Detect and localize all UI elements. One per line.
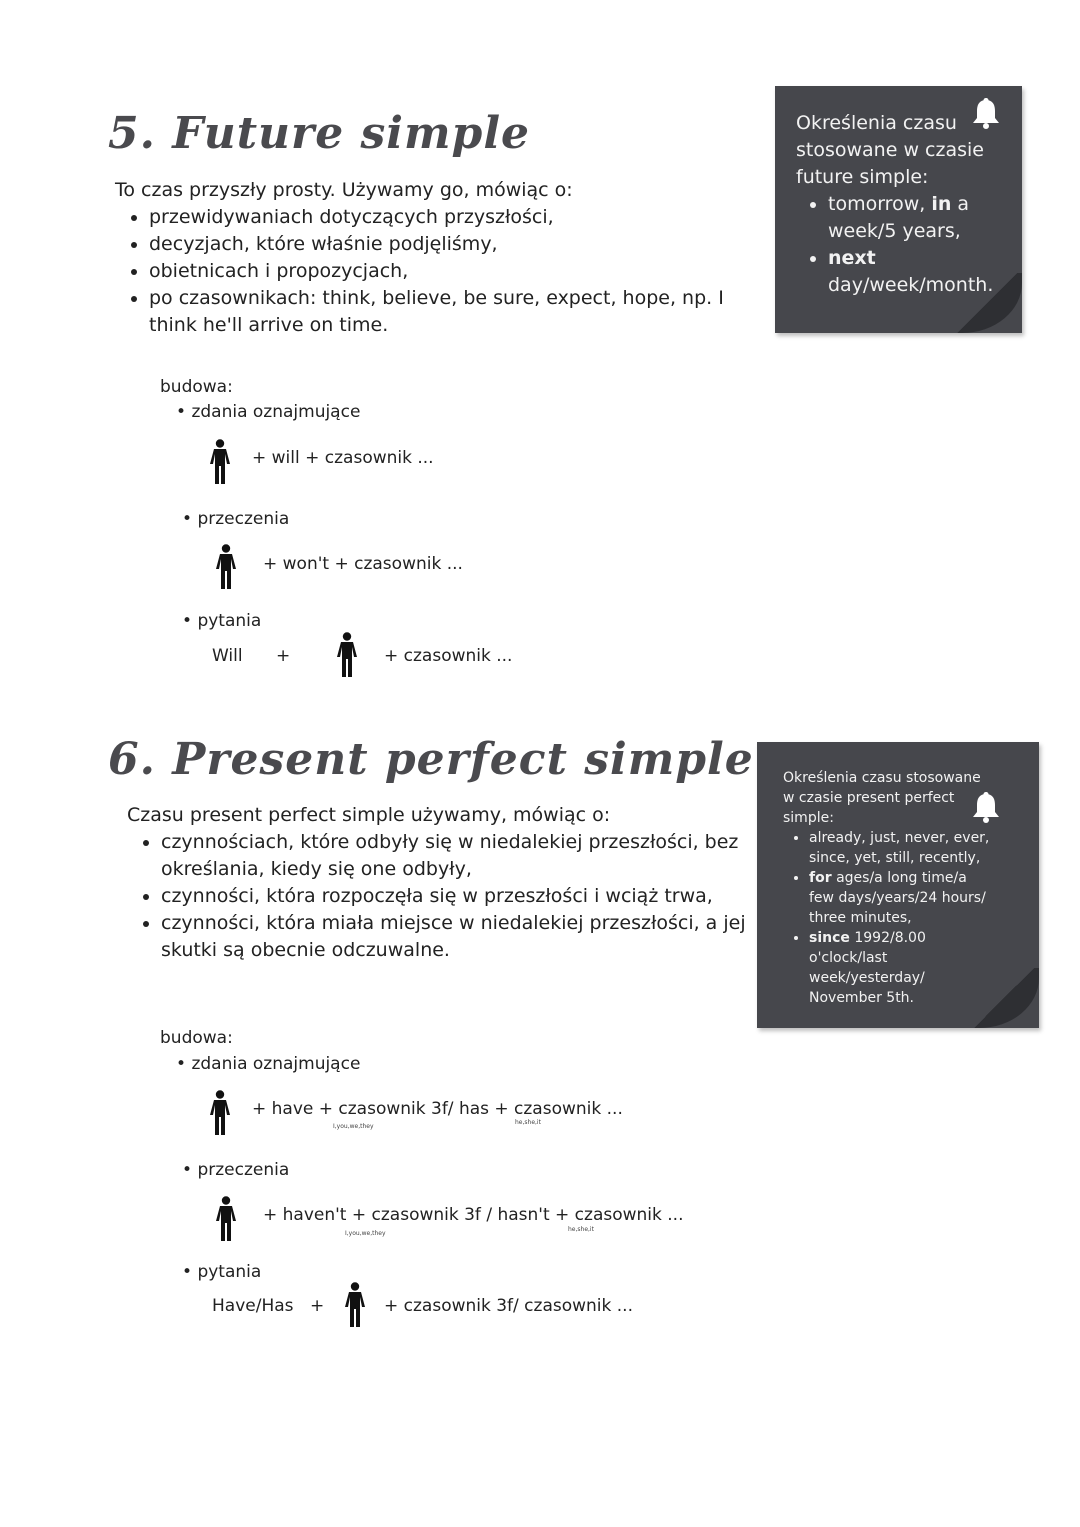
list-item: • czynności, która miała miejsce w niedalekiej przeszłości, a jej skutki są obecnie odczuwalne. (161, 910, 776, 964)
person-icon (209, 439, 231, 485)
question-label: • pytania (182, 611, 262, 631)
subscript: he,she,it (515, 1119, 541, 1126)
list-item: • decyzjach, które właśnie podjęliśmy, (149, 231, 749, 258)
affirmative-label: • zdania oznajmujące (176, 402, 361, 422)
affirmative-formula: + have + czasownik 3f/ has + czasownik ... (252, 1099, 623, 1119)
budowa-label: budowa: (160, 1028, 233, 1048)
list-item: • obietnicach i propozycjach, (149, 258, 749, 285)
negative-formula: + haven't + czasownik 3f / hasn't + czasownik ... (263, 1205, 684, 1225)
sticky-note-present-perfect (757, 742, 1039, 1028)
question-formula: + czasownik 3f/ czasownik ... (384, 1296, 633, 1316)
list-item: • for ages/a long time/a few days/years/24 hours/ three minutes, (809, 868, 993, 928)
plus-sign: + (310, 1296, 325, 1316)
person-icon (215, 544, 237, 590)
question-word: Will (212, 646, 243, 666)
list-item: • czynności, która rozpoczęła się w przeszłości i wciąż trwa, (161, 883, 776, 910)
section-5-intro: To czas przyszły prosty. Używamy go, mówiąc o: (115, 179, 573, 201)
note-heading: Określenia czasu stosowane w czasie present perfect simple: (783, 770, 981, 826)
person-icon (336, 632, 358, 678)
section-5-title: 5. Future simple (108, 108, 531, 159)
affirmative-formula: + will + czasownik ... (252, 448, 434, 468)
subscript: I,you,we,they (333, 1123, 374, 1130)
person-icon (344, 1282, 366, 1328)
list-item: • po czasownikach: think, believe, be sure, expect, hope, np. I think he'll arrive on time. (149, 285, 749, 339)
person-icon (209, 1090, 231, 1136)
person-icon (215, 1196, 237, 1242)
section-5-bullets (115, 204, 749, 339)
section-6-title: 6. Present perfect simple (108, 734, 754, 785)
question-formula: + czasownik ... (384, 646, 513, 666)
subscript: he,she,it (568, 1226, 594, 1233)
negative-formula: + won't + czasownik ... (263, 554, 463, 574)
list-item: • since 1992/8.00 o'clock/last week/yesterday/ November 5th. (809, 928, 993, 1008)
list-item: • next day/week/month. (828, 245, 1006, 299)
question-word: Have/Has (212, 1296, 294, 1316)
section-6-bullets (127, 829, 776, 964)
section-6-intro: Czasu present perfect simple używamy, mówiąc o: (127, 804, 611, 826)
question-label: • pytania (182, 1262, 262, 1282)
list-item: • tomorrow, in a week/5 years, (828, 191, 1006, 245)
negative-label: • przeczenia (182, 509, 290, 529)
negative-label: • przeczenia (182, 1160, 290, 1180)
budowa-label: budowa: (160, 377, 233, 397)
list-item: • already, just, never, ever, since, yet, still, recently, (809, 828, 993, 868)
note-heading: Określenia czasu stosowane w czasie future simple: (796, 112, 984, 188)
plus-sign: + (276, 646, 291, 666)
affirmative-label: • zdania oznajmujące (176, 1054, 361, 1074)
sticky-note-future-simple (775, 86, 1022, 333)
list-item: • czynnościach, które odbyły się w niedalekiej przeszłości, bez określania, kiedy się one odbyły, (161, 829, 776, 883)
list-item: • przewidywaniach dotyczących przyszłości, (149, 204, 749, 231)
subscript: I,you,we,they (345, 1230, 386, 1237)
